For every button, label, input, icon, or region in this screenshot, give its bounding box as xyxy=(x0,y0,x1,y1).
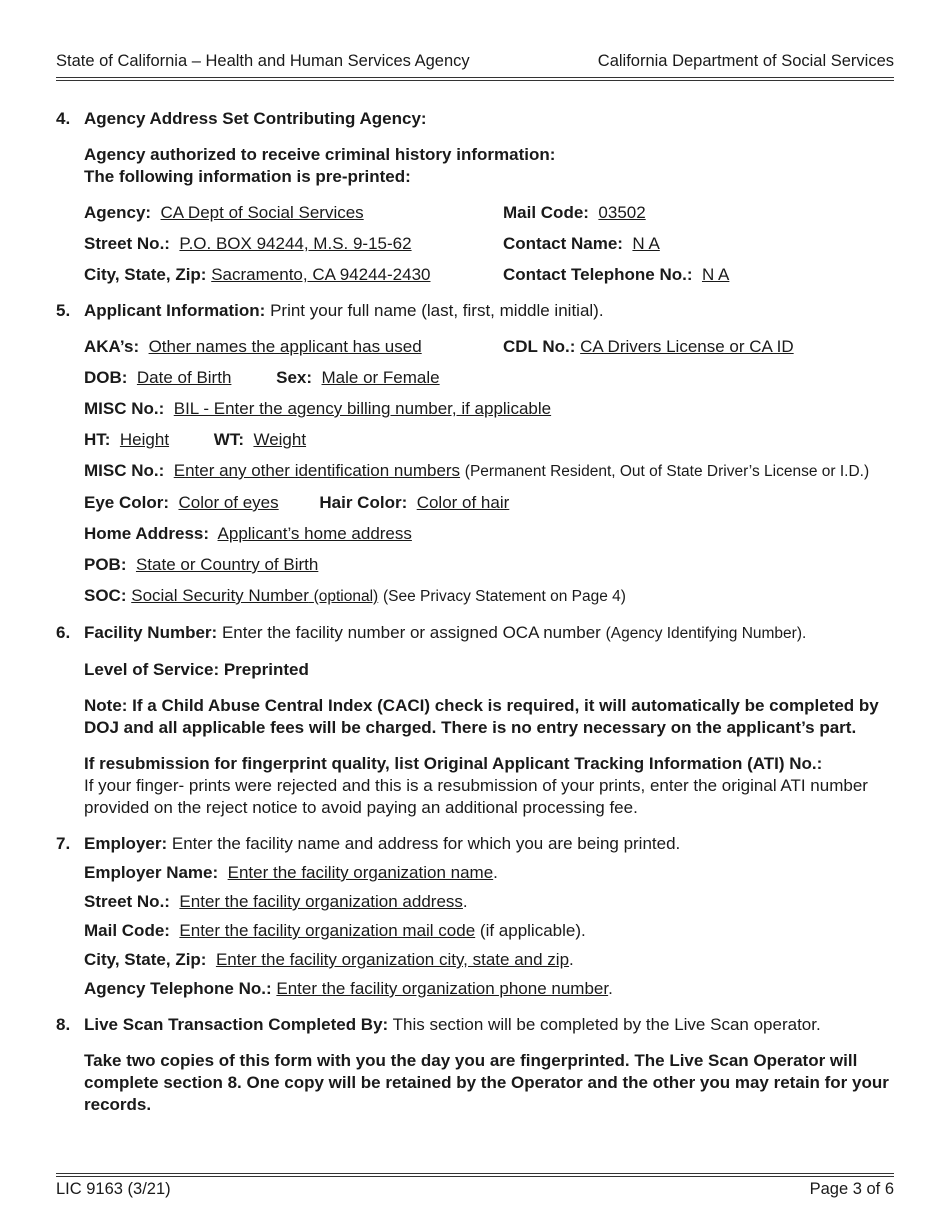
page-header xyxy=(56,52,894,71)
agency-authorized-text: Agency authorized to receive criminal history information: xyxy=(84,145,556,164)
section-number: 5. xyxy=(56,301,71,320)
header-agency: State of California – Health and Human Services Agency xyxy=(56,52,470,70)
caci-note: Note: If a Child Abuse Central Index (CACI) check is required, it will automatically be completed by DOJ and all applicable fees will be charged. There is no entry necessary on the applicant’s part. xyxy=(84,696,879,737)
home-address-value: Applicant’s home address xyxy=(217,524,412,543)
employer-mail-value: Enter the facility organization mail code xyxy=(179,921,476,940)
field-label: POB: xyxy=(84,555,127,574)
section-number: 6. xyxy=(56,623,71,642)
field-label: MISC No.: xyxy=(84,461,165,480)
section-4-title: Agency Address Set Contributing Agency: xyxy=(84,109,427,128)
field-label: Contact Telephone No.: xyxy=(503,265,693,284)
form-number: LIC 9163 (3/21) xyxy=(56,1180,171,1198)
height-weight-row xyxy=(84,429,902,451)
footer-rule-2 xyxy=(56,1176,894,1177)
hair-color-value: Color of hair xyxy=(416,493,510,512)
misc-id-value: Enter any other identification numbers xyxy=(173,461,461,480)
section-8 xyxy=(56,1014,902,1116)
section-number: 7. xyxy=(56,834,71,853)
field-label: WT: xyxy=(213,430,244,449)
section-6-desc-note: (Agency Identifying Number). xyxy=(605,625,807,642)
agency-value: CA Dept of Social Services xyxy=(160,203,364,222)
soc-row xyxy=(84,585,902,608)
contact-name-value: N A xyxy=(632,234,660,253)
dob-row xyxy=(84,367,902,389)
header-department: California Department of Social Services xyxy=(597,52,894,70)
section-7 xyxy=(56,833,902,1000)
page-number: Page 3 of 6 xyxy=(809,1180,894,1198)
employer-street-value: Enter the facility organization address xyxy=(179,892,463,911)
misc-id-row xyxy=(84,460,902,483)
level-of-service: Level of Service: Preprinted xyxy=(84,660,309,679)
employer-phone-row: Agency Telephone No.: Enter the facility organization phone number. xyxy=(84,979,613,998)
employer-city-row: City, State, Zip: Enter the facility organization city, state and zip. xyxy=(84,950,574,969)
field-label: Home Address: xyxy=(84,524,210,543)
field-label: Street No.: xyxy=(84,892,170,911)
section-8-title: Live Scan Transaction Completed By: xyxy=(84,1015,389,1034)
soc-note: (See Privacy Statement on Page 4) xyxy=(382,588,626,605)
pob-value: State or Country of Birth xyxy=(135,555,319,574)
page-footer xyxy=(56,1180,894,1199)
eye-color-value: Color of eyes xyxy=(178,493,279,512)
employer-mail-suffix: (if applicable). xyxy=(479,921,586,940)
header-rule-2 xyxy=(56,80,894,81)
section-number: 4. xyxy=(56,109,71,128)
field-label: CDL No.: xyxy=(503,337,576,356)
aka-value: Other names the applicant has used xyxy=(148,337,422,356)
field-label: Mail Code: xyxy=(503,203,589,222)
section-5-desc: Print your full name (last, first, middle initial). xyxy=(270,301,604,320)
field-label: Agency Telephone No.: xyxy=(84,979,272,998)
dob-value: Date of Birth xyxy=(136,368,232,387)
field-label: Eye Color: xyxy=(84,493,170,512)
agency-row xyxy=(84,202,902,224)
section-8-desc: This section will be completed by the Live Scan operator. xyxy=(392,1015,821,1034)
weight-value: Weight xyxy=(253,430,307,449)
misc-id-note: (Permanent Resident, Out of State Driver’s License or I.D.) xyxy=(464,463,870,480)
misc-billing-row xyxy=(84,398,902,420)
copies-note: Take two copies of this form with you the day you are fingerprinted. The Live Scan Operator will complete section 8. One copy will be retained by the Operator and the other you may retain for your records. xyxy=(84,1051,889,1114)
section-6-title-line xyxy=(84,622,902,645)
contact-phone-value: N A xyxy=(701,265,730,284)
aka-row xyxy=(84,336,902,358)
section-6 xyxy=(56,622,902,819)
section-5-title-line xyxy=(84,300,902,322)
employer-name-value: Enter the facility organization name xyxy=(227,863,494,882)
field-label: DOB: xyxy=(84,368,128,387)
employer-phone-value: Enter the facility organization phone number xyxy=(276,979,609,998)
resubmission-title: If resubmission for fingerprint quality, list Original Applicant Tracking Information (ATI) No.: xyxy=(84,754,823,773)
form-instructions xyxy=(56,108,902,1116)
height-value: Height xyxy=(119,430,170,449)
field-label: AKA’s: xyxy=(84,337,140,356)
pob-row xyxy=(84,554,902,576)
employer-mail-row xyxy=(84,920,902,942)
field-label: Sex: xyxy=(276,368,313,387)
eye-hair-row xyxy=(84,492,902,514)
field-label: SOC: xyxy=(84,586,127,605)
section-number: 8. xyxy=(56,1015,71,1034)
footer-rule-1 xyxy=(56,1173,894,1174)
field-label: Hair Color: xyxy=(319,493,408,512)
soc-optional: (optional) xyxy=(313,588,379,605)
misc-billing-value: BIL - Enter the agency billing number, if applicable xyxy=(173,399,552,418)
city-value: Sacramento, CA 94244-2430 xyxy=(211,265,431,284)
employer-name-row: Employer Name: Enter the facility organization name. xyxy=(84,863,498,882)
field-label: City, State, Zip: xyxy=(84,950,207,969)
field-label: City, State, Zip: xyxy=(84,265,207,284)
field-label: Contact Name: xyxy=(503,234,623,253)
cdl-value: CA Drivers License or CA ID xyxy=(580,337,794,356)
soc-text: Social Security Number xyxy=(131,586,309,605)
section-7-title: Employer: xyxy=(84,834,168,853)
section-6-title: Facility Number: xyxy=(84,623,218,642)
mail-code-value: 03502 xyxy=(598,203,646,222)
resubmission-text: If your finger- prints were rejected and this is a resubmission of your prints, enter the original ATI number provided on the reject notice to avoid paying an additional processing fee. xyxy=(84,776,868,817)
preprinted-text: The following information is pre-printed: xyxy=(84,167,411,186)
city-row xyxy=(84,264,902,286)
field-label: Mail Code: xyxy=(84,921,170,940)
section-7-title-line xyxy=(84,833,902,855)
soc-value xyxy=(131,586,378,605)
employer-street-row: Street No.: Enter the facility organization address. xyxy=(84,892,468,911)
employer-city-value: Enter the facility organization city, state and zip xyxy=(215,950,570,969)
section-5-title: Applicant Information: xyxy=(84,301,266,320)
field-label: MISC No.: xyxy=(84,399,165,418)
section-4 xyxy=(56,108,902,286)
street-row xyxy=(84,233,902,255)
home-address-row xyxy=(84,523,902,545)
field-label: Street No.: xyxy=(84,234,170,253)
section-6-desc: Enter the facility number or assigned OCA number xyxy=(221,623,601,642)
section-8-title-line xyxy=(84,1014,902,1036)
field-label: HT: xyxy=(84,430,111,449)
street-value: P.O. BOX 94244, M.S. 9-15-62 xyxy=(179,234,412,253)
sex-value: Male or Female xyxy=(321,368,440,387)
section-5 xyxy=(56,300,902,608)
header-rule-1 xyxy=(56,77,894,78)
field-label: Agency: xyxy=(84,203,152,222)
section-7-desc: Enter the facility name and address for which you are being printed. xyxy=(171,834,681,853)
field-label: Employer Name: xyxy=(84,863,219,882)
